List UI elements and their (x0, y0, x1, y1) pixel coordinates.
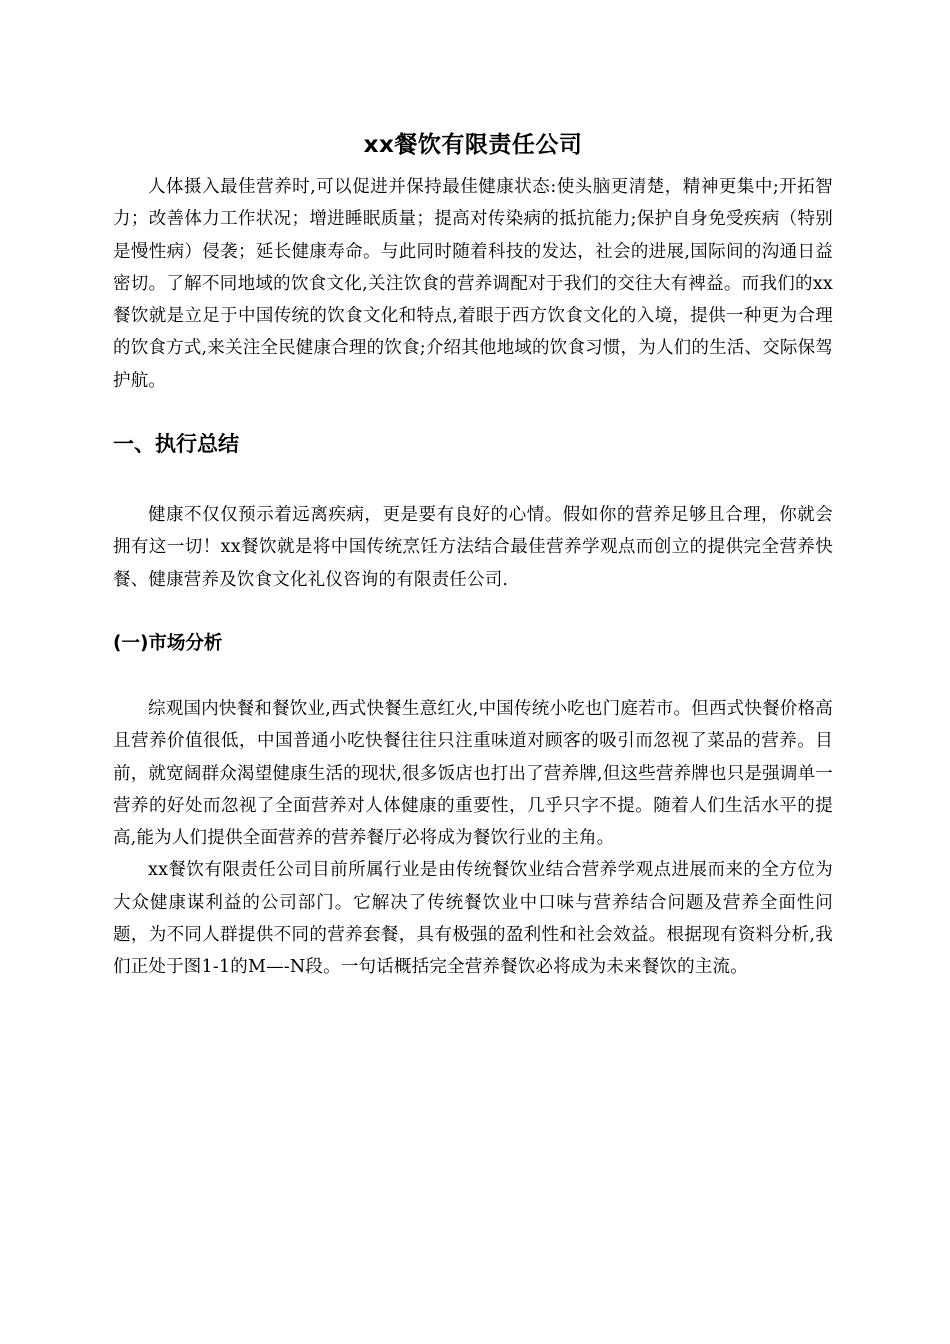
intro-paragraph: 人体摄入最佳营养时,可以促进并保持最佳健康状态:使头脑更清楚，精神更集中;开拓智力；改善体力工作状况；增进睡眠质量；提高对传染病的抵抗能力;保护自身免受疾病（特别是慢性病）侵袭；延长健康寿命。与此同时随着科技的发达，社会的进展,国际间的沟通日益密切。了解不同地域的饮食文化,关注饮食的营养调配对于我们的交往大有裨益。而我们的xx餐饮就是立足于中国传统的饮食文化和特点,着眼于西方饮食文化的入境，提供一种更为合理的饮食方式,来关注全民健康合理的饮食;介绍其他地域的饮食习惯，为人们的生活、交际保驾护航。 (113, 177, 833, 391)
subsection-heading-market-analysis: (一)市场分析 (113, 632, 223, 654)
market-analysis-paragraph-2: xx餐饮有限责任公司目前所属行业是由传统餐饮业结合营养学观点进展而来的全方位为大众健康谋利益的公司部门。它解决了传统餐饮业中口味与营养结合问题及营养全面性问题，为不同人群提供不同的营养套餐，具有极强的盈利性和社会效益。根据现有资料分析,我们正处于图1-1的M—-N段。一句话概括完全营养餐饮必将成为未来餐饮的主流。 (113, 860, 833, 978)
document-page (113, 128, 833, 984)
document-title: xx餐饮有限责任公司 (363, 132, 583, 158)
section-heading-executive-summary: 一、执行总结 (113, 432, 239, 457)
executive-summary-paragraph: 健康不仅仅预示着远离疾病，更是要有良好的心情。假如你的营养足够且合理，你就会拥有这一切！xx餐饮就是将中国传统烹饪方法结合最佳营养学观点而创立的提供完全营养快餐、健康营养及饮食文化礼仪咨询的有限责任公司. (113, 505, 833, 590)
market-analysis-paragraph-1: 综观国内快餐和餐饮业,西式快餐生意红火,中国传统小吃也门庭若市。但西式快餐价格高且营养价值很低，中国普通小吃快餐往往只注重味道对顾客的吸引而忽视了菜品的营养。目前，就宽阔群众渴望健康生活的现状,很多饭店也打出了营养牌,但这些营养牌也只是强调单一营养的好处而忽视了全面营养对人体健康的重要性，几乎只字不提。随着人们生活水平的提高,能为人们提供全面营养的营养餐厅必将成为餐饮行业的主角。 (113, 698, 833, 849)
